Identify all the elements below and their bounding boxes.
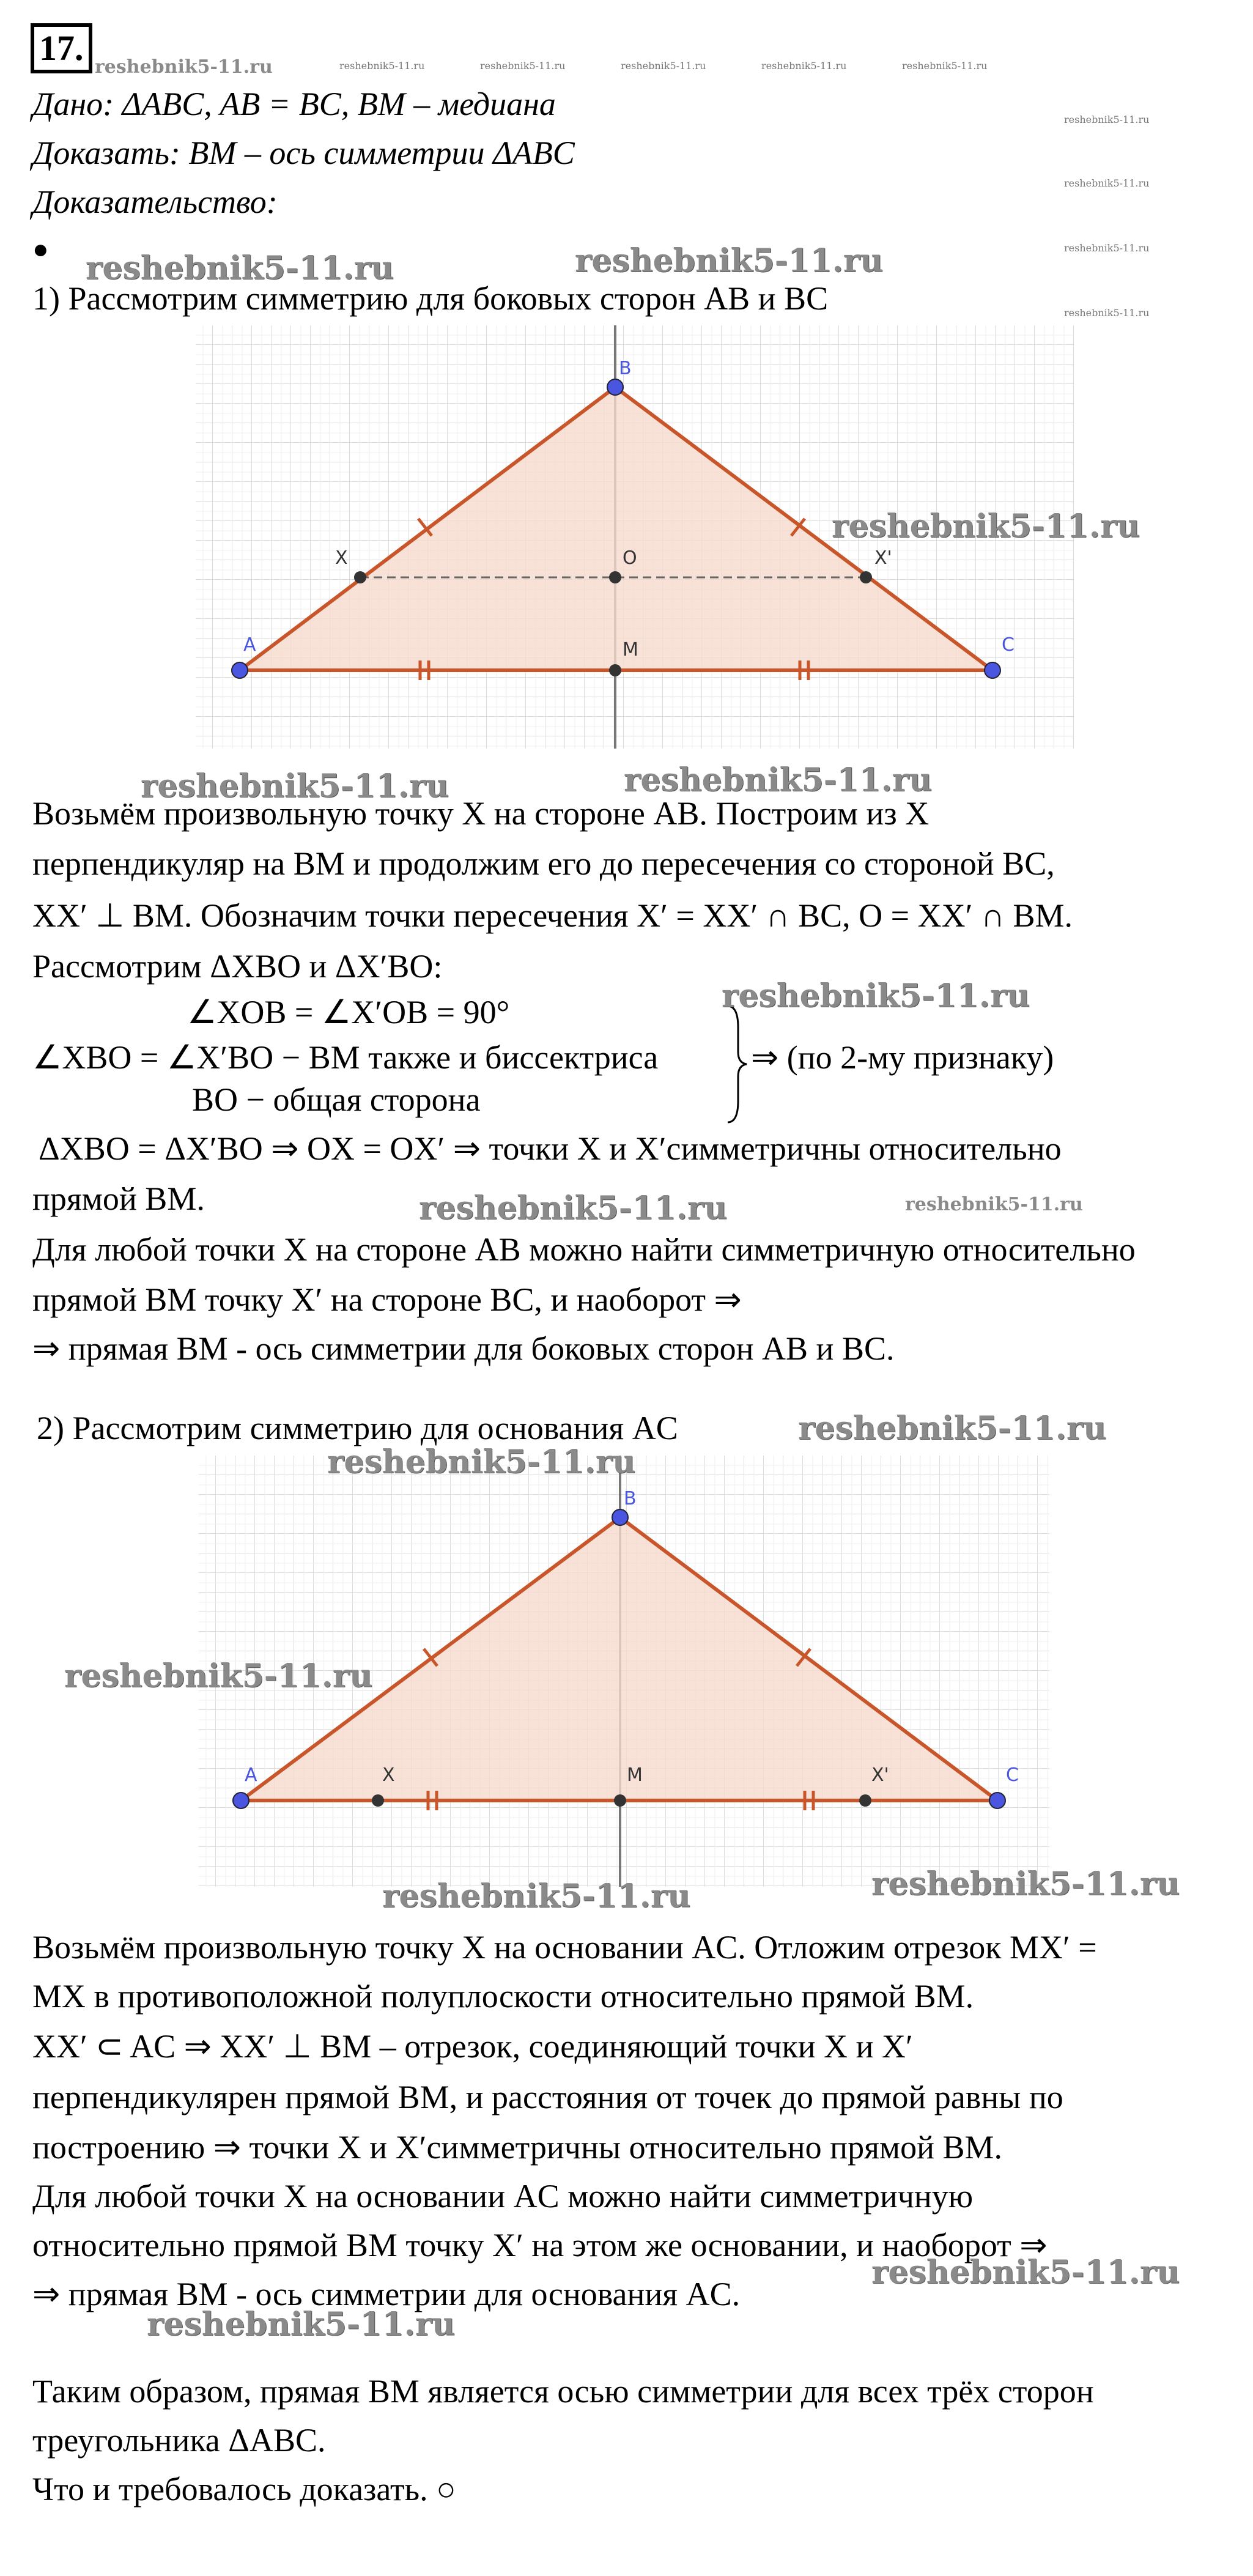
conclusion-line: Таким образом, прямая BM является осью симметрии для всех трёх сторон <box>32 2373 1094 2410</box>
system-row-1: ∠XOB = ∠X′OB = 90° <box>187 994 510 1031</box>
brace-icon <box>725 1003 749 1125</box>
p1-line: прямой BM. <box>32 1180 205 1217</box>
given: Дано: ΔABC, AB = BC, BM – медиана <box>32 86 556 122</box>
system-row-2: ∠XBO = ∠X′BO − BM также и биссектриса <box>32 1039 659 1076</box>
watermark: reshebnik5-11.ru <box>147 2306 456 2343</box>
watermark: reshebnik5-11.ru <box>624 761 933 799</box>
p2-line: ⇒ прямая BM - ось симметрии для основания AC. <box>32 2276 741 2312</box>
system-row-3: BO − общая сторона <box>192 1081 481 1118</box>
p2-line: Возьмём произвольную точку X на основании AC. Отложим отрезок MX′ = <box>32 1929 1097 1966</box>
watermark: reshebnik5-11.ru <box>141 768 449 805</box>
watermark: reshebnik5-11.ru <box>1064 242 1150 254</box>
watermark: reshebnik5-11.ru <box>480 60 566 72</box>
p2-line: MX в противоположной полуплоскости относительно прямой BM. <box>32 1978 974 2015</box>
part1-heading: 1) Рассмотрим симметрию для боковых сторон AB и BC <box>32 280 829 317</box>
watermark: reshebnik5-11.ru <box>871 2254 1180 2291</box>
p1-line: прямой BM точку X′ на стороне BC, и наоборот ⇒ <box>32 1281 742 1318</box>
watermark: reshebnik5-11.ru <box>1064 114 1150 125</box>
prove: Доказать: BM – ось симметрии ΔABC <box>32 135 575 171</box>
label-o: O <box>623 547 637 569</box>
watermark: reshebnik5-11.ru <box>1064 177 1150 189</box>
label-x: X <box>335 547 348 569</box>
label-b: B <box>619 358 632 379</box>
label-m: M <box>623 639 638 661</box>
watermark: reshebnik5-11.ru <box>902 60 988 72</box>
proof-heading: Доказательство: <box>32 183 278 220</box>
p1-line: ΔXBO = ΔX′BO ⇒ OX = OX′ ⇒ точки X и X′симметричны относительно <box>39 1130 1062 1167</box>
conclusion-line: Что и требовалось доказать. ○ <box>32 2471 456 2508</box>
p1-line: ⇒ прямая BM - ось симметрии для боковых сторон AB и BC. <box>32 1330 895 1367</box>
label-x: X <box>382 1764 395 1786</box>
watermark: reshebnik5-11.ru <box>832 508 1140 545</box>
p2-line: Для любой точки X на основании AC можно найти симметричную <box>32 2178 974 2215</box>
watermark: reshebnik5-11.ru <box>339 60 425 72</box>
watermark: reshebnik5-11.ru <box>327 1443 636 1481</box>
watermark: reshebnik5-11.ru <box>722 977 1030 1015</box>
p1-line: перпендикуляр на BM и продолжим его до пересечения со стороной BC, <box>32 845 1055 882</box>
label-a: A <box>245 1764 257 1786</box>
p2-line: перпендикулярен прямой BM, и расстояния от точек до прямой равны по <box>32 2079 1063 2115</box>
p1-line: Для любой точки X на стороне AB можно найти симметричную относительно <box>32 1231 1136 1268</box>
p2-line: относительно прямой BM точку X′ на этом же основании, и наоборот ⇒ <box>32 2227 1048 2263</box>
watermark: reshebnik5-11.ru <box>95 56 273 78</box>
watermark: reshebnik5-11.ru <box>761 60 847 72</box>
watermark: reshebnik5-11.ru <box>798 1410 1107 1447</box>
conclusion-line: треугольника ΔABC. <box>32 2422 326 2459</box>
watermark: reshebnik5-11.ru <box>419 1190 728 1227</box>
bullet: ● <box>32 234 49 264</box>
watermark: reshebnik5-11.ru <box>86 250 394 287</box>
label-a: A <box>243 634 256 656</box>
p1-line: Возьмём произвольную точку X на стороне AB. Построим из X <box>32 795 930 832</box>
p1-line: XX′ ⊥ BM. Обозначим точки пересечения X′ = XX′ ∩ BC, O = XX′ ∩ BM. <box>32 897 1073 934</box>
label-x-prime: X' <box>874 547 892 569</box>
watermark: reshebnik5-11.ru <box>64 1657 373 1695</box>
watermark: reshebnik5-11.ru <box>1064 307 1150 319</box>
watermark: reshebnik5-11.ru <box>575 242 884 279</box>
label-c: C <box>1002 634 1015 656</box>
watermark: reshebnik5-11.ru <box>382 1878 691 1915</box>
p2-line: построению ⇒ точки X и X′симметричны относительно прямой BM. <box>32 2129 1003 2166</box>
label-b: B <box>624 1488 637 1509</box>
task-number: 17. <box>31 23 92 73</box>
watermark: reshebnik5-11.ru <box>871 1865 1180 1903</box>
p2-line: XX′ ⊂ AC ⇒ XX′ ⊥ BM – отрезок, соединяющий точки X и X′ <box>32 2028 913 2065</box>
label-x-prime: X' <box>871 1764 889 1786</box>
system-conclusion: ⇒ (по 2-му признаку) <box>751 1039 1054 1076</box>
watermark: reshebnik5-11.ru <box>905 1194 1083 1215</box>
watermark: reshebnik5-11.ru <box>621 60 706 72</box>
label-m: M <box>627 1764 643 1786</box>
part2-heading: 2) Рассмотрим симметрию для основания AC <box>37 1410 678 1446</box>
p1-line: Рассмотрим ΔXBO и ΔX′BO: <box>32 948 443 985</box>
label-c: C <box>1006 1764 1019 1786</box>
